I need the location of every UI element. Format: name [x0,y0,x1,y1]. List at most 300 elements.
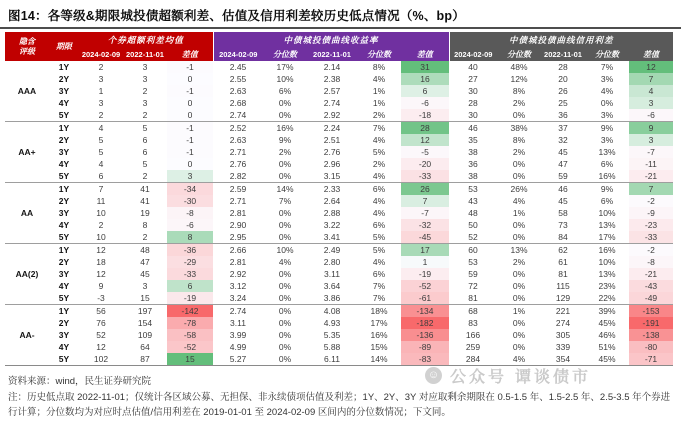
spread-value-cell: 45% [598,318,616,328]
table-row [5,97,673,109]
excess-value-cell: 4 [98,159,104,169]
yield-value-cell: 2.90 [229,220,247,230]
spread-value-cell: 45 [558,196,568,206]
yield-value-cell: 2.52 [213,122,263,135]
col-yield-diff: 差值 [401,48,449,61]
spread-value-cell: 274 [555,318,571,328]
title-divider [0,27,681,29]
yield-value-cell: 4% [372,135,386,145]
yield-value-cell: 10% [276,74,294,84]
spread-value-cell: 12% [510,74,528,84]
excess-value-cell: 5 [142,159,148,169]
term-cell: 5Y [58,110,70,120]
term-cell: 4Y [58,98,70,108]
spread-diff-cell: 4 [629,85,673,97]
yield-value-cell: 2.66 [213,244,263,257]
yield-value-cell: 4% [372,196,386,206]
header-implied-rating [5,32,49,61]
spread-value-cell: 46 [541,183,585,196]
spread-value-cell: 129 [555,293,571,303]
table-header [5,32,673,61]
yield-value-cell: 0% [278,159,292,169]
spread-value-cell: 9% [585,122,629,135]
section-title-yield-curve: 中债城投债曲线收益率 [213,32,449,48]
excess-diff-cell: -1 [167,85,213,97]
yield-value-cell: 0% [278,293,292,303]
excess-value-cell: 47 [140,257,150,267]
spread-diff-cell: -21 [629,268,673,280]
spread-value-cell: 38 [468,147,478,157]
yield-diff-cell: 12 [401,134,449,146]
yield-value-cell: 4.99 [229,342,247,352]
spread-value-cell: 20 [558,74,568,84]
spread-value-cell: 48% [510,62,528,72]
excess-value-cell: 8 [142,220,148,230]
excess-value-cell: 3 [142,98,148,108]
yield-diff-cell: -136 [401,329,449,341]
spread-value-cell: 61 [558,257,568,267]
spread-value-cell: 23% [598,281,616,291]
term-cell: 4Y [58,220,70,230]
yield-value-cell: 17% [276,62,294,72]
col-spread-date1: 2024-02-09 [449,48,497,61]
spread-value-cell: 1% [512,208,526,218]
excess-diff-cell: 6 [167,280,213,292]
yield-value-cell: 3.22 [323,220,341,230]
spread-value-cell: 26% [497,183,541,196]
excess-value-cell: 41 [123,183,167,196]
spread-diff-cell: 3 [629,97,673,109]
yield-value-cell: 3.15 [323,171,341,181]
yield-value-cell: 3.86 [323,293,341,303]
spread-value-cell: 30 [468,110,478,120]
yield-value-cell: 0% [278,98,292,108]
yield-value-cell: 16% [370,330,388,340]
term-cell: 5Y [58,354,70,364]
spread-value-cell: 28 [468,98,478,108]
spread-value-cell: 46 [449,122,497,135]
yield-value-cell: 2.51 [323,135,341,145]
term-cell: 2Y [58,196,70,206]
yield-value-cell: 2.63 [229,86,247,96]
spread-value-cell: 73 [558,220,568,230]
yield-value-cell: 2.88 [323,208,341,218]
yield-diff-cell: -7 [401,207,449,219]
excess-value-cell: 1 [98,86,104,96]
excess-diff-cell: 15 [167,353,213,366]
yield-value-cell: 5.27 [229,354,247,364]
yield-value-cell: 6% [278,86,292,96]
excess-value-cell: 41 [140,196,150,206]
excess-value-cell: 10 [96,232,106,242]
spread-diff-cell: 3 [629,134,673,146]
spread-value-cell: 45% [598,354,616,364]
spread-value-cell: 8% [512,86,526,96]
excess-value-cell: 7 [79,183,123,196]
spread-diff-cell: -9 [629,207,673,219]
yield-value-cell: 6% [357,183,401,196]
spread-value-cell: 68 [449,305,497,318]
spread-diff-cell: -80 [629,341,673,353]
spread-value-cell: 13% [598,269,616,279]
yield-value-cell: 2.45 [229,62,247,72]
yield-value-cell: 6.11 [324,354,340,364]
spread-diff-cell: -138 [629,329,673,341]
yield-value-cell: 7% [372,281,386,291]
spread-value-cell: 13% [497,244,541,257]
yield-value-cell: 0% [278,232,292,242]
term-cell: 4Y [58,281,70,291]
term-cell: 4Y [58,159,70,169]
excess-diff-cell: -52 [167,341,213,353]
excess-diff-cell: -6 [167,219,213,231]
term-cell: 3Y [58,330,70,340]
spread-value-cell: 3% [600,135,614,145]
col-excess-date1: 2024-02-09 [79,48,123,61]
yield-value-cell: 3.12 [229,281,247,291]
table-row [5,109,673,122]
spread-diff-cell: -11 [629,158,673,170]
yield-value-cell: 2.38 [323,74,341,84]
yield-value-cell: 2.68 [229,98,247,108]
spread-value-cell: 0% [512,232,526,242]
excess-value-cell: 197 [123,305,167,318]
spread-value-cell: 4% [600,86,614,96]
table-row [5,73,673,85]
excess-diff-cell: -1 [167,122,213,135]
spread-value-cell: 39% [585,305,629,318]
spread-value-cell: 35 [468,135,478,145]
excess-value-cell: 12 [79,244,123,257]
yield-value-cell: 2.92 [229,269,247,279]
yield-value-cell: 2.63 [229,135,247,145]
excess-diff-cell: -34 [167,183,213,196]
spread-value-cell: 0% [600,98,614,108]
spread-value-cell: 339 [555,342,571,352]
spread-value-cell: 59 [558,171,568,181]
table-row [5,317,673,329]
yield-value-cell: 9% [278,135,292,145]
rating-cell: AA [5,183,49,244]
col-spread-quantile2: 分位数 [585,48,629,61]
term-cell: 5Y [58,171,70,181]
yield-value-cell: 14% [370,354,388,364]
yield-diff-cell: -18 [401,109,449,122]
spread-value-cell: 9% [585,183,629,196]
yield-value-cell: 17% [370,318,388,328]
excess-value-cell: 45 [140,269,150,279]
excess-value-cell: 102 [93,354,109,364]
term-cell: 2Y [58,318,70,328]
note-line: 注：历史低点取 2022-11-01；仅统计各区域公募、无担保、非永续债项估值及利差；1Y、2Y、3Y 对应取剩余期限在 0.5-1.5 年、1.5-2.5 年、2.5-3.5 年个券进行计算；分位数均为对应时点估值/信用利差在 2019-01-01 至 2024-02-09 区间内的分位数情况；下文同。 [8,392,671,419]
rating-cell: AAA [17,86,37,96]
yield-diff-cell: -20 [401,158,449,170]
yield-value-cell: 2.76 [323,147,341,157]
yield-diff-cell: -52 [401,280,449,292]
excess-value-cell: 2 [142,86,148,96]
excess-value-cell: 5 [98,135,104,145]
term-cell: 1Y [49,122,79,135]
spread-value-cell: 166 [465,330,481,340]
yield-value-cell: 2.59 [213,183,263,196]
yield-value-cell: 4.08 [307,305,357,318]
yield-diff-cell: -45 [401,231,449,244]
excess-diff-cell: -29 [167,256,213,268]
col-spread-quantile1: 分位数 [497,48,541,61]
spread-value-cell: 60 [449,244,497,257]
yield-value-cell: 2.71 [229,196,247,206]
col-spread-date2: 2022-11-01 [541,48,585,61]
excess-value-cell: 19 [140,208,150,218]
spread-value-cell: 30 [468,86,478,96]
yield-value-cell: 2.76 [229,159,247,169]
spread-value-cell: 43 [468,196,478,206]
spread-diff-cell: 9 [629,122,673,135]
excess-diff-cell: -58 [167,329,213,341]
excess-value-cell: 76 [96,318,106,328]
yield-diff-cell: -33 [401,170,449,183]
excess-value-cell: 12 [96,342,106,352]
excess-diff-cell: -36 [167,244,213,257]
spread-value-cell: 25 [558,98,568,108]
excess-diff-cell: -30 [167,195,213,207]
excess-value-cell: 5 [98,147,104,157]
excess-value-cell: 2 [142,232,148,242]
spread-value-cell: 36 [468,159,478,169]
term-cell: 4Y [58,342,70,352]
yield-value-cell: 8% [372,62,386,72]
yield-value-cell: 5% [372,232,386,242]
spread-value-cell: 0% [512,110,526,120]
spread-value-cell: 284 [465,354,481,364]
excess-value-cell: 12 [96,269,106,279]
yield-value-cell: 2.81 [229,208,247,218]
table-row [5,305,673,318]
col-excess-diff: 差值 [167,48,213,61]
spread-diff-cell: -2 [629,244,673,257]
spread-value-cell: 16% [585,244,629,257]
excess-diff-cell: 8 [167,231,213,244]
yield-diff-cell: 1 [401,256,449,268]
spread-value-cell: 38 [468,171,478,181]
yield-value-cell: 1% [372,86,386,96]
yield-value-cell: 7% [372,293,386,303]
yield-value-cell: 4% [372,208,386,218]
spread-diff-cell: -7 [629,146,673,158]
term-cell: 1Y [58,62,70,72]
table-row [5,146,673,158]
table-row [5,244,673,257]
spread-value-cell: 8% [512,135,526,145]
table-row [5,183,673,196]
yield-value-cell: 7% [357,122,401,135]
excess-value-cell: 4 [79,122,123,135]
excess-value-cell: 2 [142,171,148,181]
term-cell: 5Y [58,232,70,242]
spread-value-cell: 2% [512,147,526,157]
excess-value-cell: 2 [142,110,148,120]
excess-value-cell: 11 [96,196,106,206]
spread-value-cell: 58 [558,208,568,218]
yield-diff-cell: 6 [401,85,449,97]
figure-title: 图14：各等级&期限城投债超额利差、估值及信用利差较历史低点情况（%、bp） [8,9,465,23]
spread-value-cell: 28 [558,62,568,72]
yield-value-cell: 0% [278,342,292,352]
spread-value-cell: 32 [558,135,568,145]
excess-value-cell: 6 [142,135,148,145]
excess-diff-cell: 0 [167,97,213,109]
table-row [5,134,673,146]
table-row [5,231,673,244]
yield-value-cell: 2.57 [323,86,341,96]
excess-value-cell: 64 [140,342,150,352]
term-cell: 2Y [58,74,70,84]
yield-value-cell: 18% [357,305,401,318]
yield-value-cell: 0% [278,208,292,218]
spread-value-cell: 0% [512,293,526,303]
spread-value-cell: 38% [497,122,541,135]
spread-diff-cell: -2 [629,195,673,207]
yield-value-cell: 3.64 [323,281,341,291]
spread-value-cell: 13% [598,147,616,157]
yield-diff-cell: -61 [401,292,449,305]
yield-value-cell: 2% [278,147,292,157]
yield-value-cell: 7% [278,196,292,206]
spread-value-cell: 305 [555,330,571,340]
yield-value-cell: 3.11 [324,269,340,279]
excess-diff-cell: 0 [167,73,213,85]
excess-value-cell: 56 [79,305,123,318]
spread-value-cell: 0% [512,342,526,352]
excess-value-cell: 48 [123,244,167,257]
yield-value-cell: 2.64 [323,196,341,206]
excess-value-cell: 87 [140,354,150,364]
term-cell: 3Y [58,208,70,218]
yield-diff-cell: -19 [401,268,449,280]
spread-value-cell: 2% [512,257,526,267]
yield-value-cell: 3.99 [229,330,247,340]
yield-value-cell: 0% [278,110,292,120]
yield-value-cell: 4.93 [323,318,341,328]
spread-diff-cell: -153 [629,305,673,318]
table-row [5,85,673,97]
yield-value-cell: 2.74 [323,98,341,108]
yield-value-cell: 6% [372,220,386,230]
yield-diff-cell: 16 [401,73,449,85]
spread-value-cell: 72 [468,281,478,291]
yield-value-cell: 3.11 [230,318,246,328]
header-rating-line2: 评级 [19,46,35,56]
spread-value-cell: 47 [558,159,568,169]
table-row [5,170,673,183]
spread-value-cell: 0% [512,281,526,291]
spread-value-cell: 4% [512,196,526,206]
yield-value-cell: 2.96 [323,159,341,169]
excess-value-cell: 15 [140,293,150,303]
yield-value-cell: 0% [278,281,292,291]
term-cell: 2Y [58,135,70,145]
col-yield-quantile1: 分位数 [263,48,307,61]
table-row [5,292,673,305]
excess-value-cell: 3 [98,98,104,108]
yield-value-cell: 5.35 [323,330,341,340]
spread-value-cell: 354 [555,354,571,364]
spread-value-cell: 3% [600,110,614,120]
yield-value-cell: 6% [372,269,386,279]
spread-value-cell: 0% [512,318,526,328]
excess-value-cell: 2 [98,220,104,230]
yield-value-cell: 2% [372,159,386,169]
yield-diff-cell: -6 [401,97,449,109]
spread-value-cell: 81 [558,269,568,279]
yield-value-cell: 3.41 [323,232,341,242]
excess-value-cell: 10 [96,208,106,218]
spread-value-cell: 1% [497,305,541,318]
yield-diff-cell: -134 [401,305,449,318]
excess-value-cell: 3 [142,281,148,291]
yield-value-cell: 2.74 [229,110,247,120]
source-line: 资料来源：wind，民生证券研究院 [8,376,152,387]
table-row [5,329,673,341]
excess-value-cell: -3 [97,293,105,303]
excess-diff-cell: -1 [167,61,213,73]
excess-value-cell: 3 [142,74,148,84]
yield-value-cell: 2.80 [323,257,341,267]
yield-value-cell: 4% [372,74,386,84]
spread-value-cell: 83 [468,318,478,328]
col-excess-date2: 2022-11-01 [123,48,167,61]
yield-value-cell: 3.24 [229,293,247,303]
yield-diff-cell: -83 [401,353,449,366]
excess-diff-cell: -8 [167,207,213,219]
excess-value-cell: 3 [142,62,148,72]
table-row [5,268,673,280]
excess-value-cell: 109 [137,330,153,340]
spread-diff-cell: -21 [629,170,673,183]
excess-value-cell: 18 [96,257,106,267]
yield-value-cell: 5% [357,244,401,257]
excess-diff-cell: 3 [167,170,213,183]
excess-diff-cell: -1 [167,146,213,158]
section-title-credit-spread: 中债城投债曲线信用利差 [449,32,673,48]
excess-diff-cell: -19 [167,292,213,305]
spread-value-cell: 26 [558,86,568,96]
spread-value-cell: 16% [598,171,616,181]
term-cell: 3Y [58,86,70,96]
spread-value-cell: 2% [512,98,526,108]
excess-diff-cell: -33 [167,268,213,280]
watermark-name: 谭谈债市 [515,369,592,386]
yield-value-cell: 2.33 [307,183,357,196]
yield-diff-cell: 26 [401,183,449,196]
spread-value-cell: 51% [598,342,616,352]
yield-value-cell: 15% [370,342,388,352]
spread-value-cell: 6% [600,196,614,206]
yield-value-cell: 2.49 [307,244,357,257]
yield-value-cell: 4% [372,257,386,267]
spread-value-cell: 3% [600,74,614,84]
yield-diff-cell: 31 [401,61,449,73]
yield-value-cell: 0% [263,305,307,318]
spread-diff-cell: 7 [629,73,673,85]
term-cell: 5Y [58,293,70,303]
col-yield-quantile2: 分位数 [357,48,401,61]
spread-value-cell: 0% [512,171,526,181]
spread-value-cell: 36 [558,110,568,120]
spread-value-cell: 27 [468,74,478,84]
table-row [5,256,673,268]
table-row [5,122,673,135]
